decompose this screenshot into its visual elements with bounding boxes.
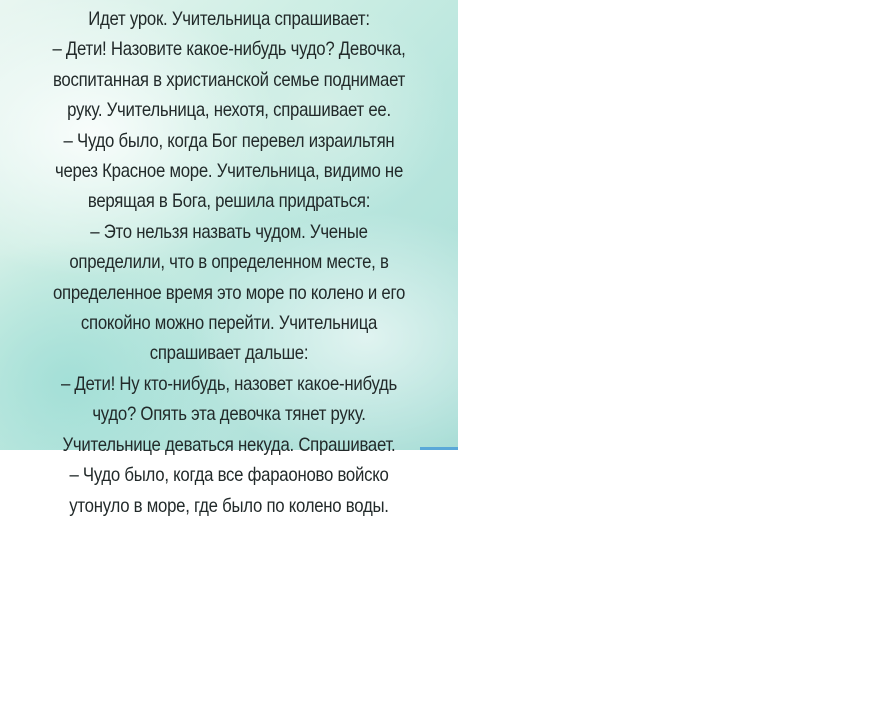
joke-line: чудо? Опять эта девочка тянет руку. [92,403,366,426]
joke-line: спрашивает дальше: [149,342,309,365]
joke-line: утонуло в море, где было по колено воды. [69,494,389,517]
joke-text [32,4,426,521]
joke-line: Учительнице деваться некуда. Спрашивает. [62,433,396,456]
joke-line: определенное время это море по колено и его [52,281,406,304]
joke-line: верящая в Бога, решила придраться: [87,190,371,213]
joke-line: – Чудо было, когда Бог перевел израильтян [63,129,395,152]
joke-line: спокойно можно перейти. Учительница [80,312,378,335]
joke-line: – Дети! Назовите какое-нибудь чудо? Девочка, [52,38,406,61]
joke-line: – Чудо было, когда все фараоново войско [69,464,389,487]
joke-line: через Красное море. Учительница, видимо не [54,160,404,183]
joke-line: – Это нельзя назвать чудом. Ученые [90,220,368,243]
joke-line: Идет урок. Учительница спрашивает: [88,8,370,30]
joke-line: определили, что в определенном месте, в [69,251,389,274]
joke-line: – Дети! Ну кто-нибудь, назовет какое-нибудь [60,372,398,395]
joke-card [0,0,458,517]
joke-line: воспитанная в христианской семье поднимает [52,68,406,91]
joke-line: руку. Учительница, нехотя, спрашивает ее. [67,99,391,122]
